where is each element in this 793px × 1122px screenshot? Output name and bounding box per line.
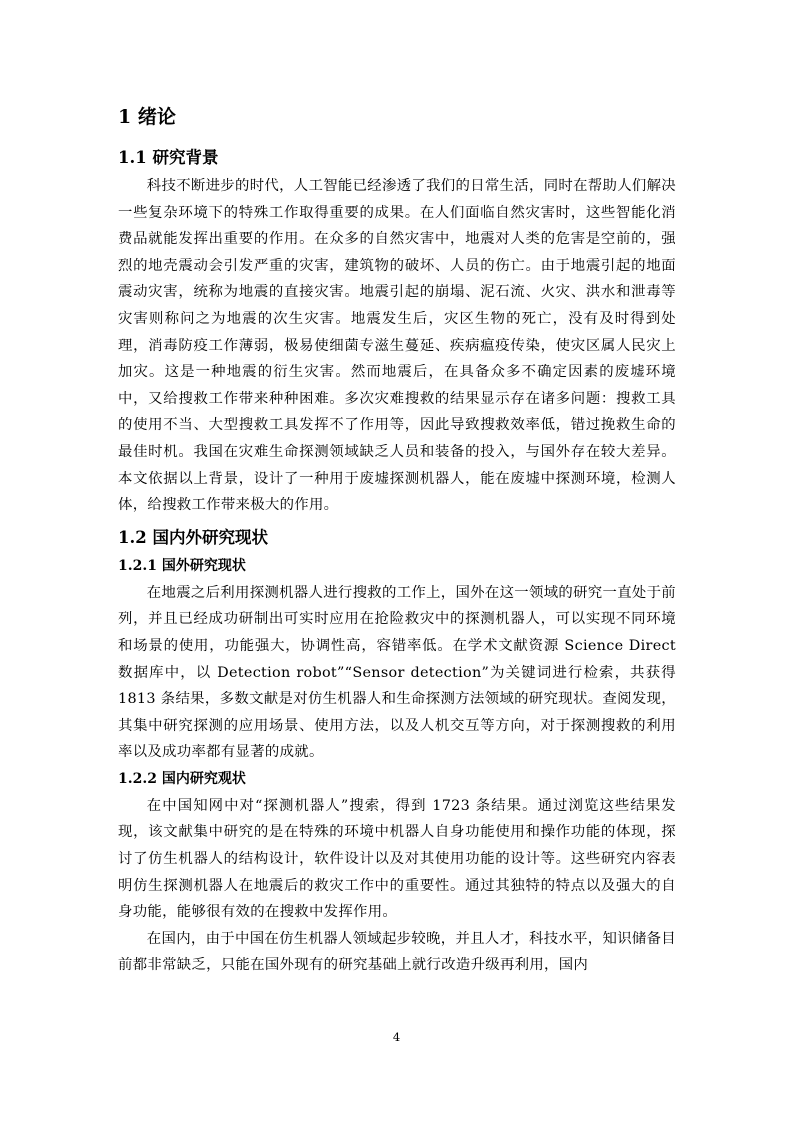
paragraph-domestic-status-2: 在国内，由于中国在仿生机器人领域起步较晚，并且人才，科技水平，知识储备目前都非常缺乏，只能在国外现有的研究基础上就行改造升级再利用，国内 [118,930,676,974]
chapter-title: 1 绪论 [118,106,176,128]
page-number: 4 [392,1030,401,1044]
page-body [118,100,676,979]
paragraph-foreign-status: 在地震之后利用探测机器人进行搜救的工作上，国外在这一领域的研究一直处于前列，并且已经成功研制出可实时应用在抢险救灾中的探测机器人，可以实现不同环境和场景的使用，功能强大，协调性高，容错率低。在学术文献资源 Science Direct 数据库中，以 Detection robot”“Sensor detection”为关键词进行检索，共获得 1813 条结果，多数文献是对仿生机器人和生命探测方法领域的研究现状。查阅发现，其集中研究探测的应用场景、使用方法，以及人机交互等方向，对于探测搜救的利用率以及成功率都有显著的成就。 [118,584,676,761]
subsection-heading-domestic-status: 1.2.2 国内研究观状 [118,770,246,787]
section-heading-research-status: 1.2 国内外研究现状 [118,527,268,547]
section-heading-research-background: 1.1 研究背景 [118,148,219,167]
subsection-heading-foreign-status: 1.2.1 国外研究现状 [118,557,246,574]
paragraph-research-background: 科技不断进步的时代，人工智能已经渗透了我们的日常生活，同时在帮助人们解决一些复杂环境下的特殊工作取得重要的成果。在人们面临自然灾害时，这些智能化消费品就能发挥出重要的作用。在众多的自然灾害中，地震对人类的危害是空前的，强烈的地壳震动会引发严重的灾害，建筑物的破坏、人员的伤亡。由于地震引起的地面震动灾害，统称为地震的直接灾害。地震引起的崩塌、泥石流、火灾、洪水和泄毒等灾害则称问之为地震的次生灾害。地震发生后，灾区生物的死亡，没有及时得到处理，消毒防疫工作薄弱，极易使细菌专滋生蔓延、疾病瘟疫传染，使灾区属人民灾上加灾。这是一种地震的衍生灾害。然而地震后，在具备众多不确定因素的废墟环境中，又给搜救工作带来种种困难。多次灾难搜救的结果显示存在诸多问题：搜救工具的使用不当、大型搜救工具发挥不了作用等，因此导致搜救效率低，错过挽救生命的最佳时机。我国在灾难生命探测领域缺乏人员和装备的投入，与国外存在较大差异。本文依据以上背景，设计了一种用于废墟探测机器人，能在废墟中探测环境，检测人体，给搜救工作带来极大的作用。 [118,178,676,514]
paragraph-domestic-status-1: 在中国知网中对“探测机器人”搜索，得到 1723 条结果。通过浏览这些结果发现，该文献集中研究的是在特殊的环境中机器人自身功能使用和操作功能的体现，探讨了仿生机器人的结构设计，软件设计以及对其使用功能的设计等。这些研究内容表明仿生探测机器人在地震后的救灾工作中的重要性。通过其独特的特点以及强大的自身功能，能够很有效的在搜救中发挥作用。 [118,797,676,921]
